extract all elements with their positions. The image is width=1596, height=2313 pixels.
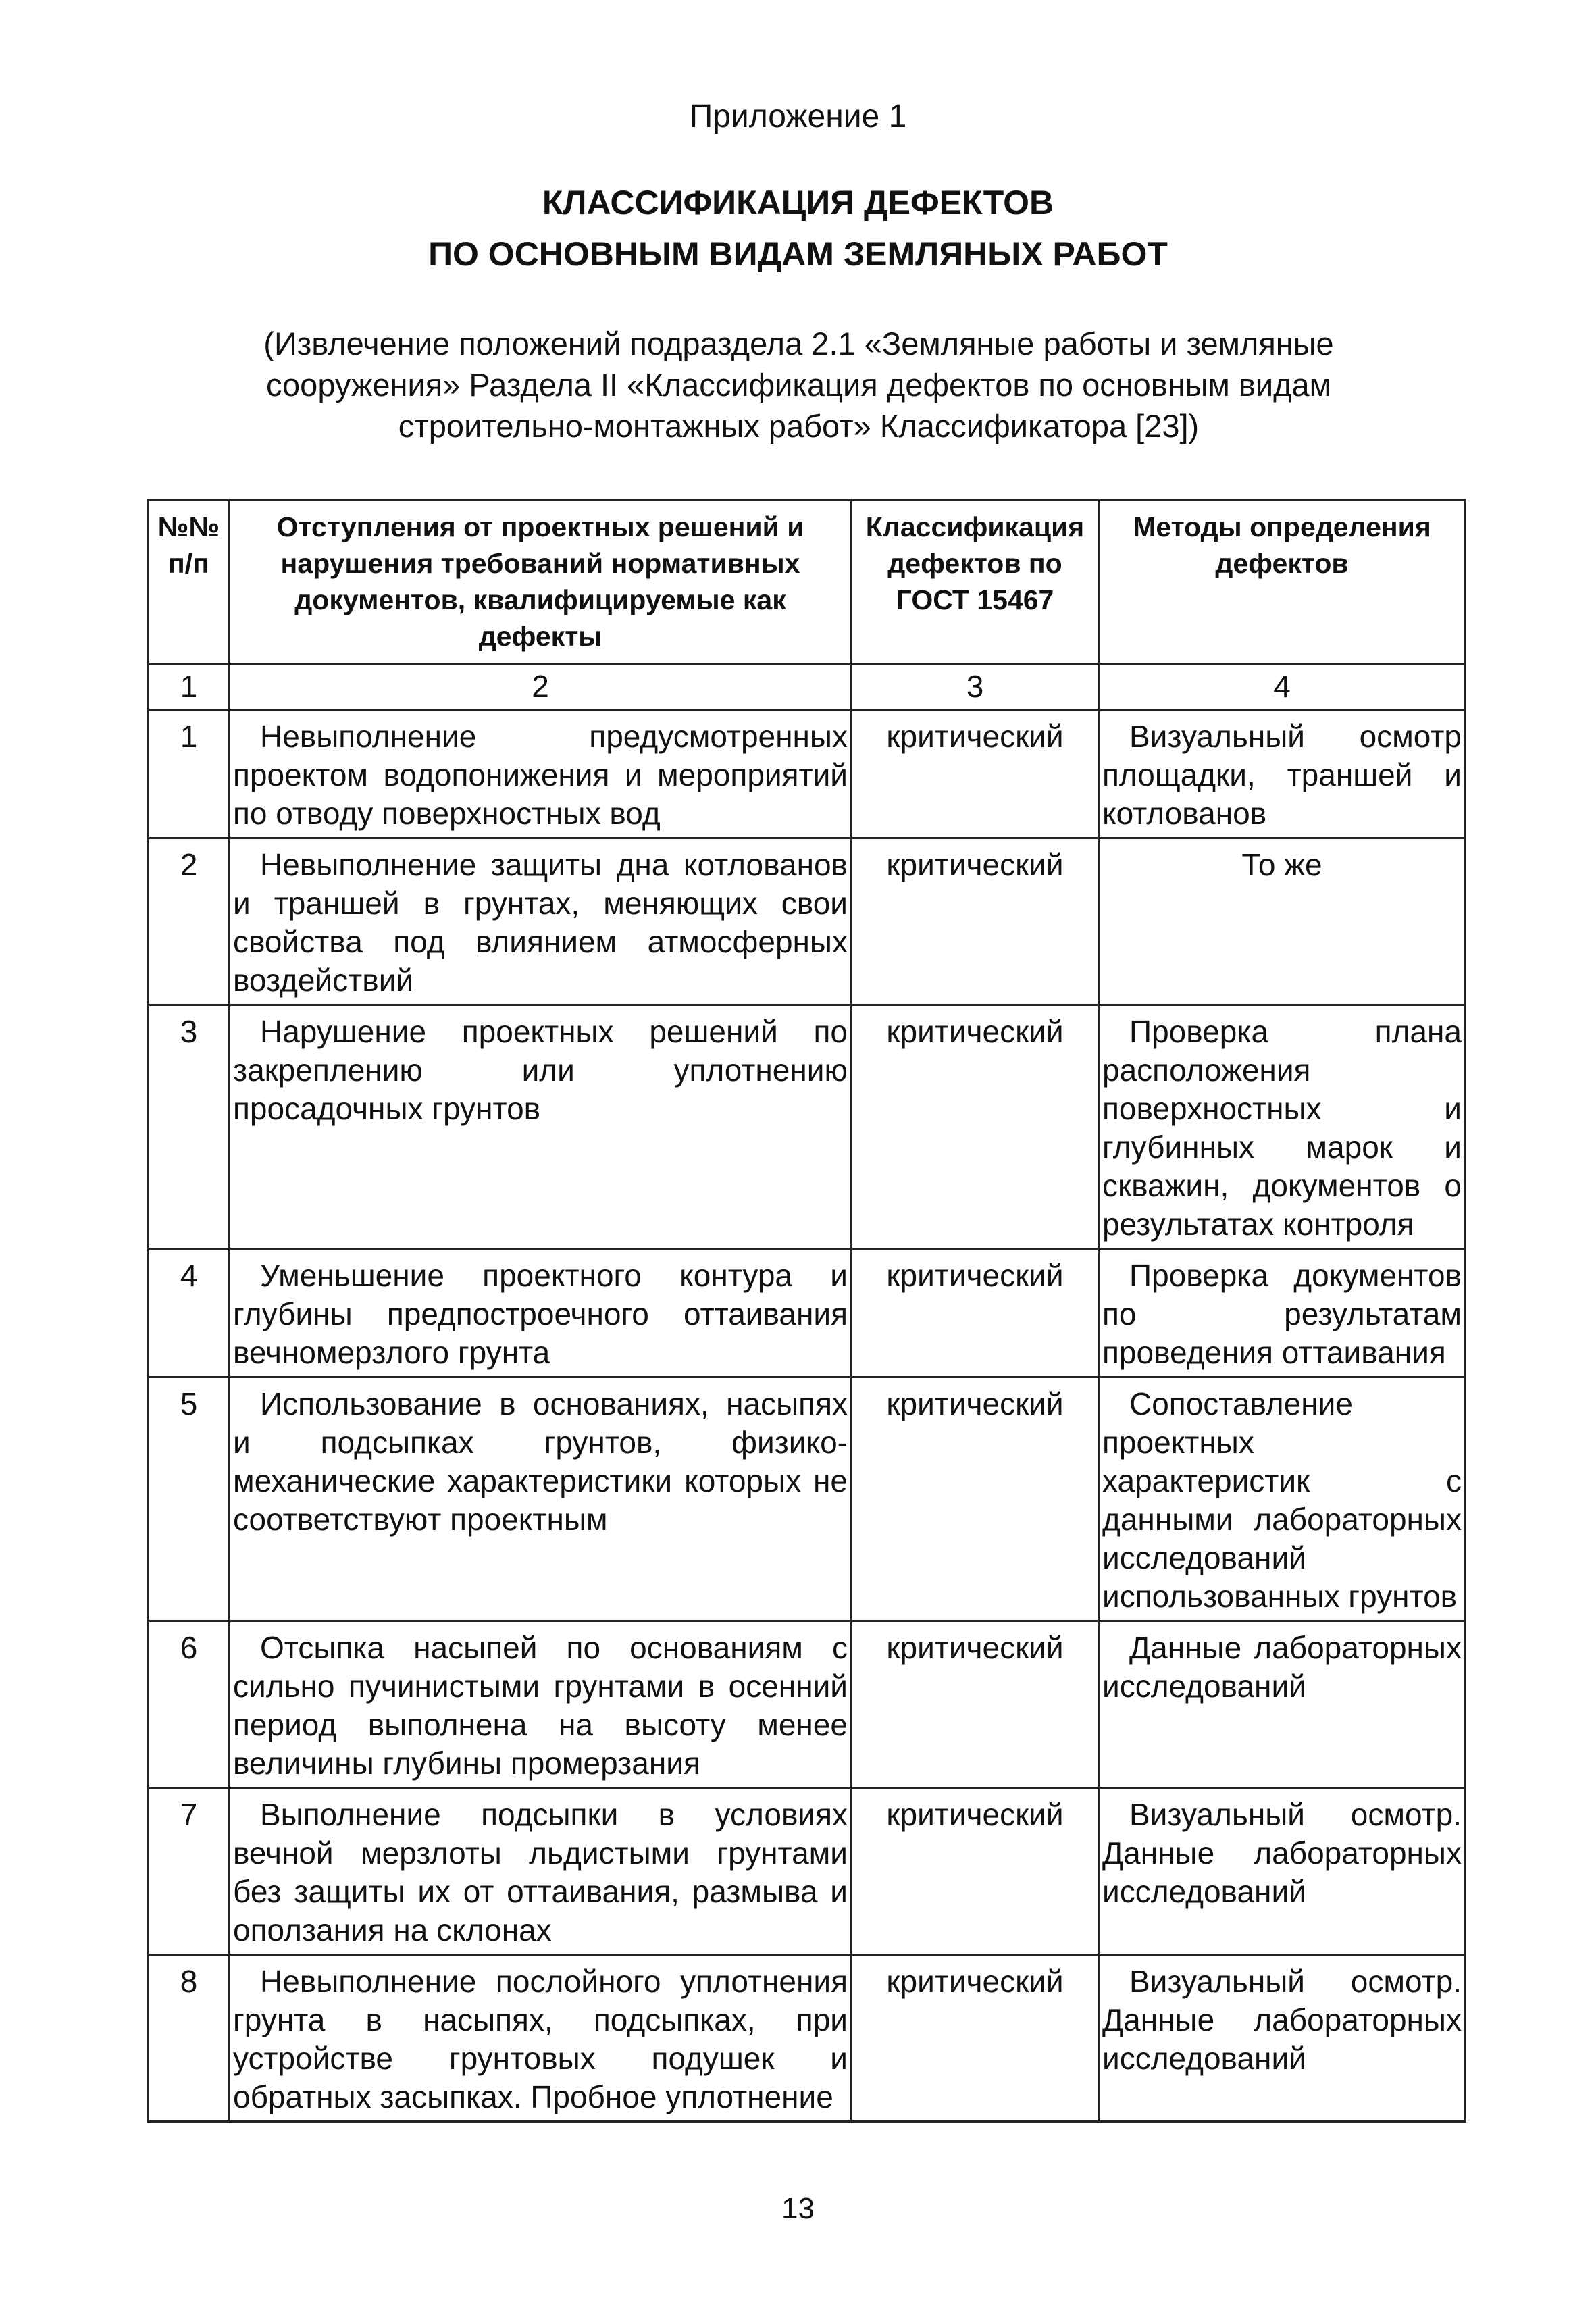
table-row — [149, 1788, 1466, 1955]
row-classification: критический — [852, 1249, 1099, 1377]
row-description: Невыполнение послойного уплотнения грунта в насыпях, подсыпках, при устройстве грунтовых подушек и обратных засыпках. Пробное уплотнение — [230, 1955, 852, 2122]
defects-table — [147, 499, 1466, 2123]
column-number: 3 — [852, 664, 1099, 710]
row-number: 1 — [149, 710, 230, 838]
row-method: То же — [1099, 838, 1466, 1005]
row-description: Невыполнение предусмотренных проектом водопонижения и мероприятий по отводу поверхностных вод — [230, 710, 852, 838]
row-classification: критический — [852, 1621, 1099, 1788]
table-row — [149, 1377, 1466, 1621]
row-classification: критический — [852, 1005, 1099, 1249]
row-method: Проверка плана расположения поверхностных и глубинных марок и скважин, документов о результатах контроля — [1099, 1005, 1466, 1249]
table-row — [149, 1621, 1466, 1788]
header-number: №№ п/п — [149, 500, 230, 664]
row-classification: критический — [852, 710, 1099, 838]
title-line-2: ПО ОСНОВНЫМ ВИДАМ ЗЕМЛЯНЫХ РАБОТ — [428, 235, 1168, 273]
row-description: Нарушение проектных решений по закреплению или уплотнению просадочных грунтов — [230, 1005, 852, 1249]
row-number: 7 — [149, 1788, 230, 1955]
header-methods: Методы определения дефектов — [1099, 500, 1466, 664]
page-number: 13 — [781, 2192, 815, 2225]
column-number: 2 — [230, 664, 852, 710]
row-description: Невыполнение защиты дна котлованов и траншей в грунтах, меняющих свои свойства под влиянием атмосферных воздействий — [230, 838, 852, 1005]
appendix-label: Приложение 1 — [689, 99, 907, 134]
row-method: Визуальный осмотр площадки, траншей и котлованов — [1099, 710, 1466, 838]
row-description: Выполнение подсыпки в условиях вечной мерзлоты льдистыми грунтами без защиты их от оттаивания, размыва и оползания на склонах — [230, 1788, 852, 1955]
defects-table-container — [147, 499, 1464, 2123]
row-classification: критический — [852, 1788, 1099, 1955]
table-row — [149, 1005, 1466, 1249]
row-description: Уменьшение проектного контура и глубины предпостроечного оттаивания вечномерзлого грунта — [230, 1249, 852, 1377]
document-title — [0, 177, 1596, 280]
row-number: 6 — [149, 1621, 230, 1788]
row-classification: критический — [852, 838, 1099, 1005]
table-header-row — [149, 500, 1466, 664]
row-description: Использование в основаниях, насыпях и подсыпках грунтов, физико-механические характеристики которых не соответствуют проектным — [230, 1377, 852, 1621]
row-number: 4 — [149, 1249, 230, 1377]
column-number: 1 — [149, 664, 230, 710]
row-number: 8 — [149, 1955, 230, 2122]
header-classification: Классификация дефектов по ГОСТ 15467 — [852, 500, 1099, 664]
header-description: Отступления от проектных решений и нарушения требований нормативных документов, квалифицируемые как дефекты — [230, 500, 852, 664]
row-description: Отсыпка насыпей по основаниям с сильно пучинистыми грунтами в осенний период выполнена на высоту менее величины глубины промерзания — [230, 1621, 852, 1788]
row-classification: критический — [852, 1377, 1099, 1621]
row-number: 2 — [149, 838, 230, 1005]
column-number: 4 — [1099, 664, 1466, 710]
column-number-row — [149, 664, 1466, 710]
title-line-1: КЛАССИФИКАЦИЯ ДЕФЕКТОВ — [542, 184, 1054, 222]
row-method: Сопоставление проектных характеристик с данными лабораторных исследований использованных грунтов — [1099, 1377, 1466, 1621]
document-subtitle: (Извлечение положений подраздела 2.1 «Земляные работы и земляные сооружения» Раздела II «Классификация дефектов по основным видам строительно-монтажных работ» Классификатора [23]) — [263, 326, 1334, 444]
table-row — [149, 710, 1466, 838]
table-row — [149, 1955, 1466, 2122]
row-number: 5 — [149, 1377, 230, 1621]
row-method: Визуальный осмотр. Данные лабораторных исследований — [1099, 1955, 1466, 2122]
row-method: Визуальный осмотр. Данные лабораторных исследований — [1099, 1788, 1466, 1955]
row-classification: критический — [852, 1955, 1099, 2122]
row-method: Данные лабораторных исследований — [1099, 1621, 1466, 1788]
table-row — [149, 1249, 1466, 1377]
row-method: Проверка документов по результатам проведения оттаивания — [1099, 1249, 1466, 1377]
table-row — [149, 838, 1466, 1005]
row-number: 3 — [149, 1005, 230, 1249]
